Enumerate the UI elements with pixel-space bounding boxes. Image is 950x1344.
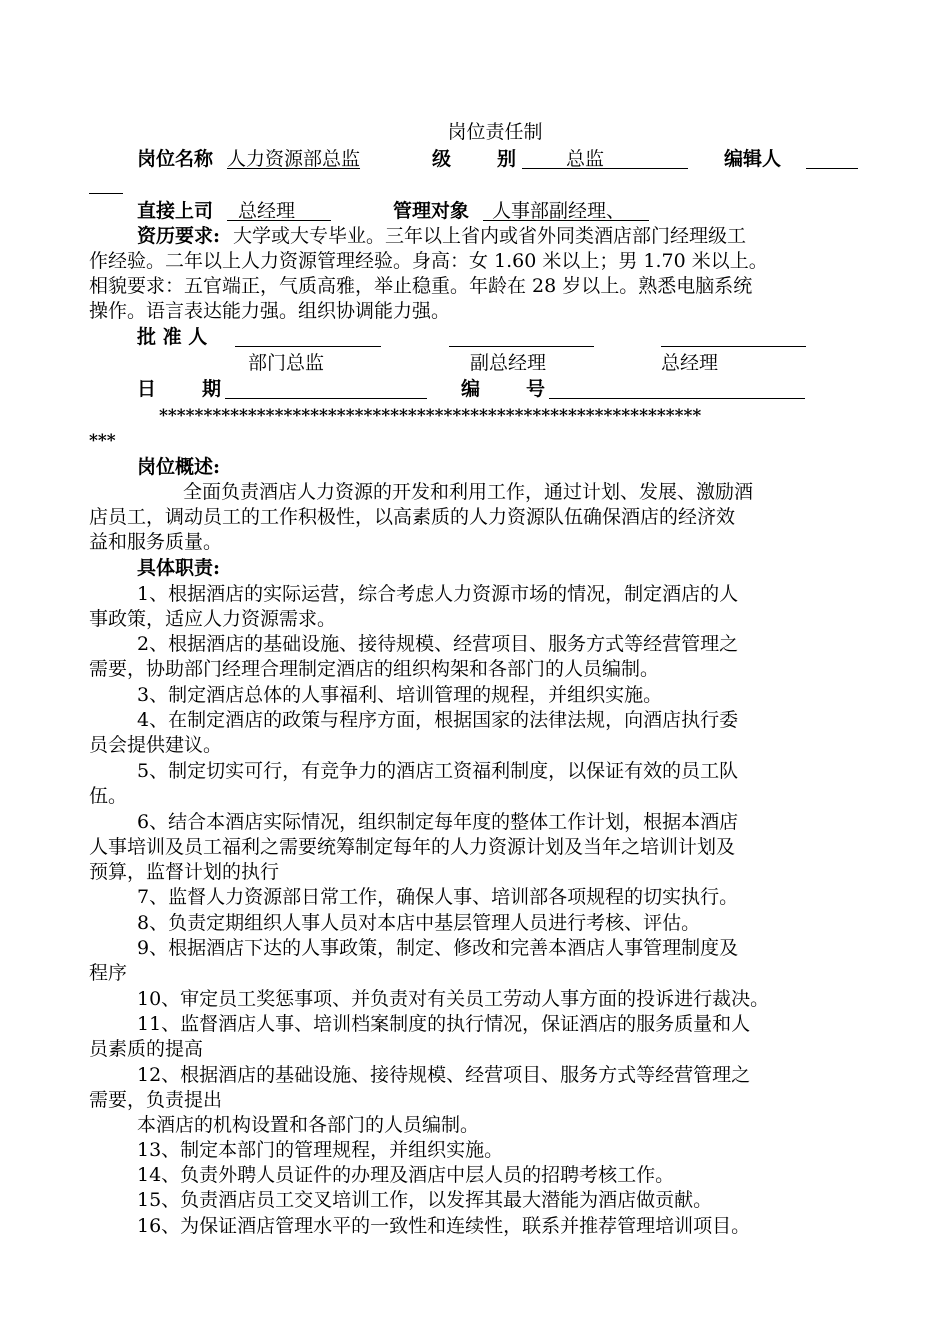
date-blank — [225, 377, 427, 399]
duty-1-line-2: 事政策，适应人力资源需求。 — [89, 608, 337, 630]
approver-gm: 总经理 — [661, 352, 719, 374]
level-value: 总监 — [566, 148, 605, 170]
level-label-1: 级 — [432, 148, 452, 170]
separator-stars-continued: *** — [89, 431, 116, 451]
duty-9-line-1: 9、根据酒店下达的人事政策，制定、修改和完善本酒店人事管理制度及 — [137, 937, 739, 959]
approver-dept: 部门总监 — [248, 352, 325, 374]
level-label-2: 别 — [497, 148, 517, 170]
overview-label: 岗位概述: — [137, 456, 221, 478]
doc-title: 岗位责任制 — [447, 121, 543, 143]
approver-deputy: 副总经理 — [470, 352, 547, 374]
duty-13-line-1: 13、制定本部门的管理规程，并组织实施。 — [137, 1139, 504, 1161]
subordinate-label: 管理对象 — [393, 200, 470, 222]
duty-11-line-1: 11、监督酒店人事、培训档案制度的执行情况，保证酒店的服务质量和人 — [137, 1013, 751, 1035]
duty-7-line-1: 7、监督人力资源部日常工作，确保人事、培训部各项规程的切实执行。 — [137, 886, 739, 908]
separator-stars: ************************************************************* — [159, 406, 702, 426]
duty-16-line-1: 16、为保证酒店管理水平的一致性和连续性，联系并推荐管理培训项目。 — [137, 1215, 751, 1237]
approver-blank-gm — [661, 325, 806, 347]
duties-label: 具体职责: — [137, 557, 221, 579]
editor-label: 编辑人 — [724, 148, 782, 170]
approver-label: 批 准 人 — [137, 326, 208, 348]
qualification-line-3: 相貌要求：五官端正，气质高雅，举止稳重。年龄在 28 岁以上。熟悉电脑系统 — [89, 275, 753, 297]
duty-12-line-3: 本酒店的机构设置和各部门的人员编制。 — [137, 1114, 480, 1136]
date-label-1: 日 — [137, 378, 157, 400]
number-blank — [549, 377, 805, 399]
approver-blank-deputy — [449, 325, 594, 347]
supervisor-value: 总经理 — [238, 200, 296, 222]
duty-14-line-1: 14、负责外聘人员证件的办理及酒店中层人员的招聘考核工作。 — [137, 1164, 675, 1186]
duty-5-line-1: 5、制定切实可行，有竞争力的酒店工资福利制度，以保证有效的员工队 — [137, 760, 739, 782]
date-label-2: 期 — [202, 378, 222, 400]
duty-5-line-2: 伍。 — [89, 785, 128, 807]
editor-blank-continued — [89, 172, 123, 194]
overview-line-3: 益和服务质量。 — [89, 531, 223, 553]
duty-2-line-2: 需要，协助部门经理合理制定酒店的组织构架和各部门的人员编制。 — [89, 658, 660, 680]
duty-12-line-2: 需要，负责提出 — [89, 1089, 223, 1111]
overview-line-2: 店员工，调动员工的工作积极性，以高素质的人力资源队伍确保酒店的经济效 — [89, 506, 736, 528]
duty-1-line-1: 1、根据酒店的实际运营，综合考虑人力资源市场的情况，制定酒店的人 — [137, 583, 739, 605]
duty-4-line-2: 员会提供建议。 — [89, 734, 223, 756]
duty-12-line-1: 12、根据酒店的基础设施、接待规模、经营项目、服务方式等经营管理之 — [137, 1064, 751, 1086]
duty-2-line-1: 2、根据酒店的基础设施、接待规模、经营项目、服务方式等经营管理之 — [137, 633, 739, 655]
qualification-line-2: 作经验。二年以上人力资源管理经验。身高：女 1.60 米以上；男 1.70 米以上。 — [89, 250, 768, 272]
qualification-line-4: 操作。语言表达能力强。组织协调能力强。 — [89, 300, 451, 322]
level-value-underline — [522, 147, 688, 169]
duty-9-line-2: 程序 — [89, 962, 128, 984]
approver-blank-dept — [235, 325, 381, 347]
qualification-line-1: 大学或大专毕业。三年以上省内或省外同类酒店部门经理级工 — [233, 225, 747, 247]
subordinate-value: 人事部副经理、 — [492, 200, 626, 222]
number-label-2: 号 — [526, 378, 546, 400]
overview-line-1: 全面负责酒店人力资源的开发和利用工作，通过计划、发展、激励酒 — [183, 481, 754, 503]
position-value: 人力资源部总监 — [227, 148, 361, 170]
qualification-label: 资历要求: — [137, 225, 221, 247]
duty-3-line-1: 3、制定酒店总体的人事福利、培训管理的规程，并组织实施。 — [137, 684, 663, 706]
editor-blank — [806, 147, 858, 169]
duty-11-line-2: 员素质的提高 — [89, 1038, 204, 1060]
position-label: 岗位名称 — [137, 148, 214, 170]
duty-6-line-1: 6、结合本酒店实际情况，组织制定每年度的整体工作计划，根据本酒店 — [137, 811, 739, 833]
duty-6-line-2: 人事培训及员工福利之需要统筹制定每年的人力资源计划及当年之培训计划及 — [89, 836, 736, 858]
supervisor-label: 直接上司 — [137, 200, 214, 222]
duty-10-line-1: 10、审定员工奖惩事项、并负责对有关员工劳动人事方面的投诉进行裁决。 — [137, 988, 770, 1010]
duty-6-line-3: 预算，监督计划的执行 — [89, 861, 280, 883]
duty-4-line-1: 4、在制定酒店的政策与程序方面，根据国家的法律法规，向酒店执行委 — [137, 709, 739, 731]
duty-15-line-1: 15、负责酒店员工交叉培训工作，以发挥其最大潜能为酒店做贡献。 — [137, 1189, 713, 1211]
duty-8-line-1: 8、负责定期组织人事人员对本店中基层管理人员进行考核、评估。 — [137, 912, 701, 934]
number-label-1: 编 — [461, 378, 481, 400]
